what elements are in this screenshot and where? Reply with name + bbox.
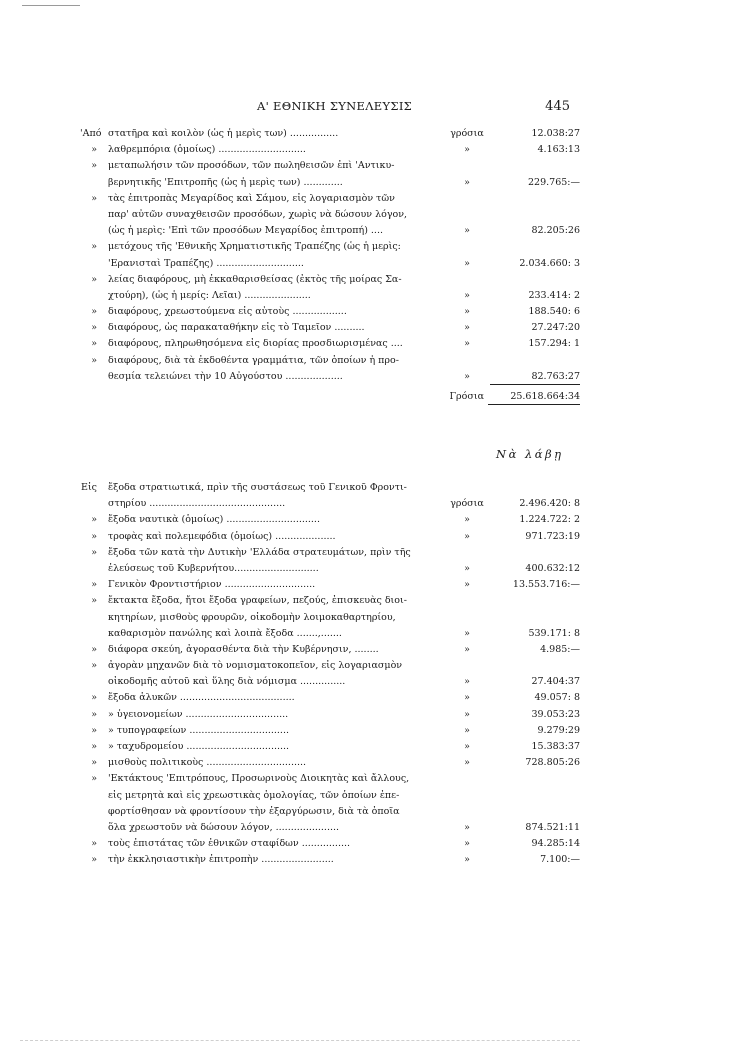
row-unit: » [464,643,470,655]
row-description: στηρίου ............................................. [108,498,286,510]
row-unit: » [464,338,470,350]
row-amount: 539.171: 8 [528,627,580,639]
row-amount: 15.383:37 [531,741,580,752]
row-lead-word: » [91,692,97,704]
row-description: παρ' αὐτῶν συναχθεισῶν προσόδων, χωρὶς νὰ δώσουν λόγον, [108,208,408,220]
row-description: μισθοὺς πολιτικοὺς ................................. [108,757,307,769]
payments-ledger [80,480,580,869]
row-lead-word: » [91,273,97,285]
row-description: οἰκοδομῆς αὐτοῦ καὶ ὕλης διὰ νόμισμα ............... [108,676,346,688]
ledger-row [80,820,580,836]
row-lead-word: » [91,773,97,785]
row-unit: γρόσια [450,498,484,510]
ledger-row [80,175,580,191]
row-description: φορτίσθησαν νὰ φροντίσουν τὴν ἐξαργύρωσιν, διὰ τὰ ὁποῖα [108,805,400,817]
row-amount: 82.205:26 [531,225,580,237]
row-lead-word: » [91,854,97,866]
ledger-row [80,771,580,787]
row-description: βερνητικῆς 'Επιτροπῆς (ὡς ἡ μερὶς των) ............. [108,176,343,188]
row-unit: » [464,225,470,237]
row-description: τοὺς ἐπιστάτας τῶν ἐθνικῶν σταφίδων ................ [108,838,351,850]
ledger-row [80,674,580,690]
row-amount: 4.163:13 [537,144,580,156]
row-lead-word: » [91,643,97,655]
row-description: διαφόρους, ὡς παρακαταθήκην εἰς τὸ Ταμεῖον .......... [108,322,365,334]
ledger-row [80,577,580,593]
ledger-row [80,496,580,512]
row-description: καθαρισμὸν πανώλης καὶ λοιπὰ ἔξοδα .......,....... [108,627,342,639]
row-description: ὅλα χρεωστοῦν νὰ δώσουν λόγον, ..................... [108,821,340,833]
row-lead-word: » [91,192,97,204]
row-lead-word: » [91,838,97,850]
row-description: ἔξοδα τῶν κατὰ τὴν Δυτικὴν 'Ελλάδα στρατευμάτων, πρὶν τῆς [108,546,411,558]
row-amount: 2.034.660: 3 [519,257,580,269]
row-lead-word: » [91,757,97,769]
row-description: ἐλεύσεως τοῦ Κυβερνήτου............................ [108,562,319,574]
row-amount: 49.057: 8 [534,692,580,704]
row-lead-word: » [91,160,97,172]
row-description: τὴν ἐκκλησιαστικὴν ἐπιτροπὴν ........................ [108,854,334,866]
ledger-row [80,593,580,609]
row-description: εἰς μετρητὰ καὶ εἰς χρεωστικὰς ὁμολογίας, τῶν ὁποίων ἐπε- [108,789,400,801]
row-description: ἔξοδα ἁλυκῶν ...................................... [108,692,295,704]
ledger-row [80,512,580,528]
row-lead-word: 'Από [80,128,102,139]
ledger-row [80,256,580,272]
ledger-row [80,658,580,674]
row-description: » τυπογραφείων ................................. [108,724,289,736]
payments-heading: Νὰ λάβῃ [496,447,564,461]
row-description: θεσμία τελειώνει τὴν 10 Αὐγούστου ................... [108,370,343,382]
ledger-row [80,320,580,336]
row-unit: γρόσια [450,128,484,139]
row-unit: » [464,322,470,334]
row-amount: 233.414: 2 [528,289,580,301]
row-amount: 82.763:27 [490,369,580,385]
ledger-row [80,626,580,642]
total-label: Γρόσια [449,391,484,402]
row-description: διαφόρους, χρεωστούμενα εἰς αὐτοὺς .................. [108,306,347,318]
total-amount: 25.618.664:34 [488,389,580,405]
ledger-row [80,545,580,561]
row-description: λείας διαφόρους, μὴ ἐκκαθαρισθείσας (ἐκτὸς τῆς μοίρας Σα- [108,273,402,285]
running-title: Α' ΕΘΝΙΚΗ ΣΥΝΕΛΕΥΣΙΣ [257,99,413,113]
row-unit: » [464,370,470,382]
ledger-row [80,723,580,739]
row-amount: 7.100:— [540,854,580,866]
row-lead-word: » [91,144,97,156]
row-description: μετόχους τῆς 'Εθνικῆς Χρηματιστικῆς Τραπέζης (ὡς ἡ μερὶς: [108,241,401,253]
ledger-row [80,191,580,207]
ledger-row [80,755,580,771]
row-description: κητηρίων, μισθοὺς φρουρῶν, οἰκοδομὴν λοιμοκαθαρτηρίου, [108,611,396,623]
receipts-ledger [80,126,580,405]
ledger-row [80,610,580,626]
row-unit: » [464,306,470,318]
row-amount: 4.985:— [540,643,580,655]
row-amount: 9.279:29 [537,724,580,736]
scan-edge-mark-left [22,5,80,6]
ledger-row [80,353,580,369]
row-description: ἀγορὰν μηχανῶν διὰ τὸ νομισματοκοπεῖον, εἰς λογαριασμὸν [108,660,403,672]
ledger-row [80,804,580,820]
ledger-row [80,480,580,496]
ledger-row [80,369,580,385]
row-amount: 971.723:19 [525,530,580,542]
row-unit: » [464,514,470,526]
ledger-row [80,207,580,223]
row-unit: » [464,741,470,752]
row-amount: 229.765:— [528,176,580,188]
row-description: 'Ερανισταὶ Τραπέζης) ............................. [108,257,304,269]
ledger-row [80,142,580,158]
row-description: διαφόρους, διὰ τὰ ἐκδοθέντα γραμμάτια, τῶν ὁποίων ἡ προ- [108,354,399,366]
row-unit: » [464,627,470,639]
row-amount: 400.632:12 [525,562,580,574]
row-description: ἔξοδα στρατιωτικά, πρὶν τῆς συστάσεως τοῦ Γενικοῦ Φροντι- [108,482,407,493]
row-amount: 39.053:23 [531,708,580,720]
row-lead-word: » [91,708,97,720]
scan-edge-mark-bottom [20,1040,580,1041]
row-amount: 157.294: 1 [528,338,580,350]
row-amount: 27.247:20 [531,322,580,334]
row-amount: 2.496.420: 8 [519,498,580,510]
row-lead-word: Εἰς [81,482,97,493]
row-lead-word: » [91,660,97,672]
page-number: 445 [545,99,570,114]
row-unit: » [464,757,470,769]
row-unit: » [464,530,470,542]
row-amount: 1.224.722: 2 [519,514,580,526]
row-unit: » [464,144,470,156]
row-unit: » [464,676,470,688]
row-amount: 94.285:14 [531,838,580,850]
row-unit: » [464,257,470,269]
row-description: διαφόρους, πληρωθησόμενα εἰς διορίας προσδιωρισμένας .... [108,338,403,350]
ledger-row [80,707,580,723]
ledger-row [80,529,580,545]
row-lead-word: » [91,338,97,350]
row-amount: 13.553.716:— [512,579,580,591]
row-description: χτούρη), (ὡς ἡ μερίς: Λεῖαι) ...................... [108,289,311,301]
row-lead-word: » [91,724,97,736]
row-lead-word: » [91,306,97,318]
row-description: ἔξοδα ναυτικὰ (ὁμοίως) ............................... [108,514,320,526]
row-lead-word: » [91,741,97,752]
ledger-row [80,852,580,868]
row-amount: 27.404:37 [531,676,580,688]
row-amount: 188.540: 6 [528,306,580,318]
row-unit: » [464,176,470,188]
ledger-row [80,304,580,320]
ledger-row [80,288,580,304]
row-lead-word: » [91,514,97,526]
row-unit: » [464,562,470,574]
row-unit: » [464,724,470,736]
ledger-row [80,272,580,288]
row-description: ἔκτακτα ἔξοδα, ἤτοι ἔξοδα γραφείων, πεζούς, ἐπισκευὰς διοι- [108,595,407,607]
row-unit: » [464,692,470,704]
row-lead-word: » [91,530,97,542]
row-description: διάφορα σκεύη, ἀγορασθέντα διὰ τὴν Κυβέρνησιν, ........ [108,643,379,655]
ledger-row [80,690,580,706]
ledger-row [80,126,580,142]
row-description: 'Εκτάκτους 'Επιτρόπους, Προσωρινοὺς Διοικητὰς καὶ ἄλλους, [108,773,410,785]
ledger-row [80,561,580,577]
ledger-row [80,642,580,658]
row-description: μεταπωλήσιν τῶν προσόδων, τῶν πωληθεισῶν ἐπὶ 'Αντικυ- [108,160,395,172]
row-lead-word: » [91,354,97,366]
row-amount: 728.805:26 [525,757,580,769]
row-lead-word: » [91,322,97,334]
ledger-row [80,739,580,755]
row-amount: 12.038:27 [531,128,580,139]
row-description: λαθρεμπόρια (ὁμοίως) ............................. [108,144,306,156]
row-unit: » [464,579,470,591]
row-description: τροφὰς καὶ πολεμεφόδια (ὁμοίως) .................... [108,530,336,542]
row-description: τὰς ἐπιτροπὰς Μεγαρίδος καὶ Σάμου, εἰς λογαριασμὸν τῶν [108,192,395,204]
receipts-total-row [80,389,580,405]
row-unit: » [464,854,470,866]
row-description: Γενικὸν Φροντιστήριον .............................. [108,579,316,591]
ledger-row [80,788,580,804]
row-lead-word: » [91,546,97,558]
row-description: » ταχυδρομείου .................................. [108,741,290,752]
row-description: (ὡς ἡ μερὶς: 'Επὶ τῶν προσόδων Μεγαρίδος ἐπιτροπή) .... [108,225,383,237]
row-description: » ὑγειονομείων .................................. [108,708,289,720]
row-amount: 874.521:11 [525,821,580,833]
row-unit: » [464,708,470,720]
ledger-row [80,223,580,239]
row-lead-word: » [91,241,97,253]
ledger-row [80,239,580,255]
ledger-row [80,336,580,352]
row-unit: » [464,289,470,301]
row-unit: » [464,821,470,833]
page-header [80,99,570,115]
row-lead-word: » [91,579,97,591]
ledger-row [80,158,580,174]
row-description: στατῆρα καὶ κοιλὸν (ὡς ἡ μερὶς των) ................ [108,128,339,139]
ledger-row [80,836,580,852]
row-lead-word: » [91,595,97,607]
row-unit: » [464,838,470,850]
